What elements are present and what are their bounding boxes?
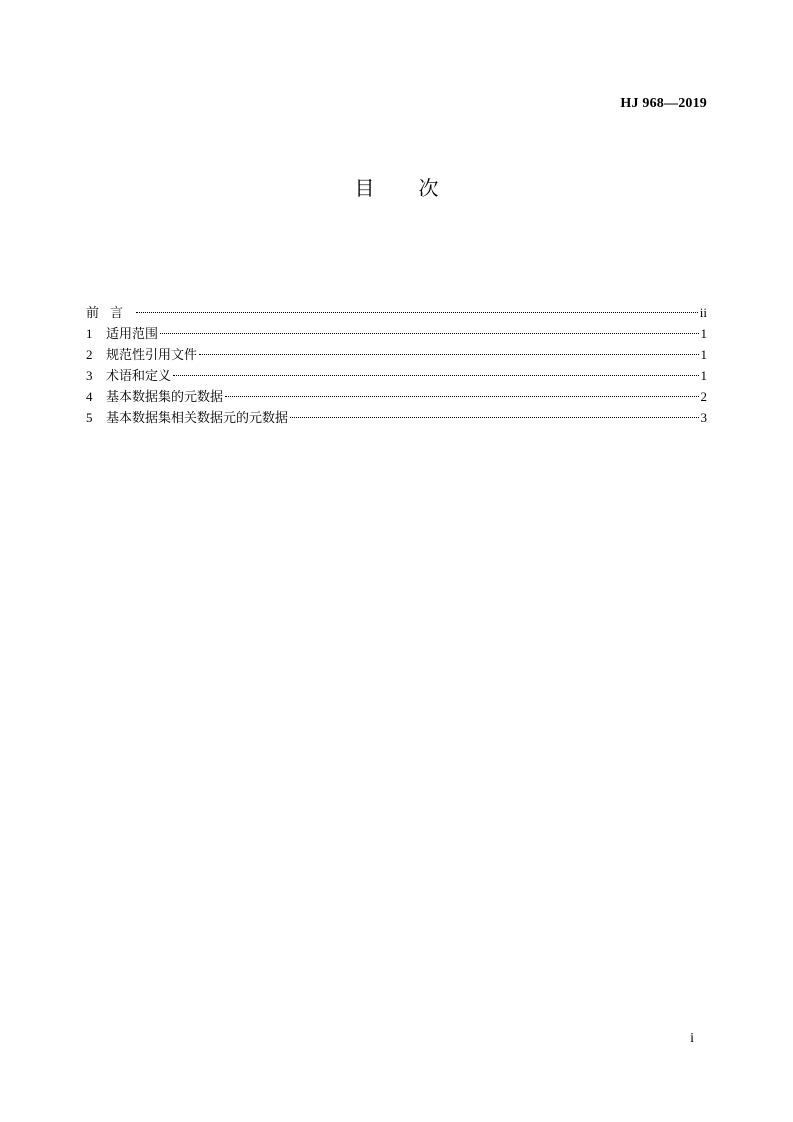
toc-entry-number: 5 (86, 410, 93, 425)
toc-entry-label: 适用范围 (106, 326, 159, 341)
toc-entry-page: 2 (700, 389, 707, 404)
toc-leader-dots (225, 395, 698, 397)
toc-entry-page: ii (699, 305, 707, 320)
toc-entry-label: 术语和定义 (106, 368, 172, 383)
toc-entry-label: 前言 (86, 305, 135, 320)
toc-entry-number: 2 (86, 347, 93, 362)
title-char-2: 次 (418, 176, 439, 200)
toc-entry-2[interactable] (86, 344, 707, 365)
document-code: HJ 968—2019 (620, 96, 707, 111)
toc-leader-dots (199, 353, 698, 355)
table-of-contents (86, 302, 707, 428)
toc-entry-label: 规范性引用文件 (106, 347, 198, 362)
toc-leader-dots (136, 311, 698, 313)
toc-entry-page: 1 (700, 368, 707, 383)
toc-entry-label: 基本数据集相关数据元的元数据 (106, 410, 289, 425)
toc-entry-5[interactable] (86, 407, 707, 428)
toc-entry-page: 1 (700, 347, 707, 362)
toc-entry-number: 4 (86, 389, 93, 404)
page-title (0, 172, 793, 201)
toc-entry-foreword[interactable] (86, 302, 707, 323)
toc-entry-label: 基本数据集的元数据 (106, 389, 224, 404)
toc-entry-page: 1 (700, 326, 707, 341)
toc-entry-1[interactable] (86, 323, 707, 344)
toc-entry-number: 1 (86, 326, 93, 341)
toc-leader-dots (173, 374, 698, 376)
title-char-1: 目 (354, 176, 375, 200)
toc-leader-dots (160, 332, 698, 334)
toc-entry-number: 3 (86, 368, 93, 383)
toc-entry-page: 3 (700, 410, 707, 425)
toc-entry-4[interactable] (86, 386, 707, 407)
toc-leader-dots (290, 416, 698, 418)
page-number: i (690, 1031, 694, 1046)
toc-entry-3[interactable] (86, 365, 707, 386)
